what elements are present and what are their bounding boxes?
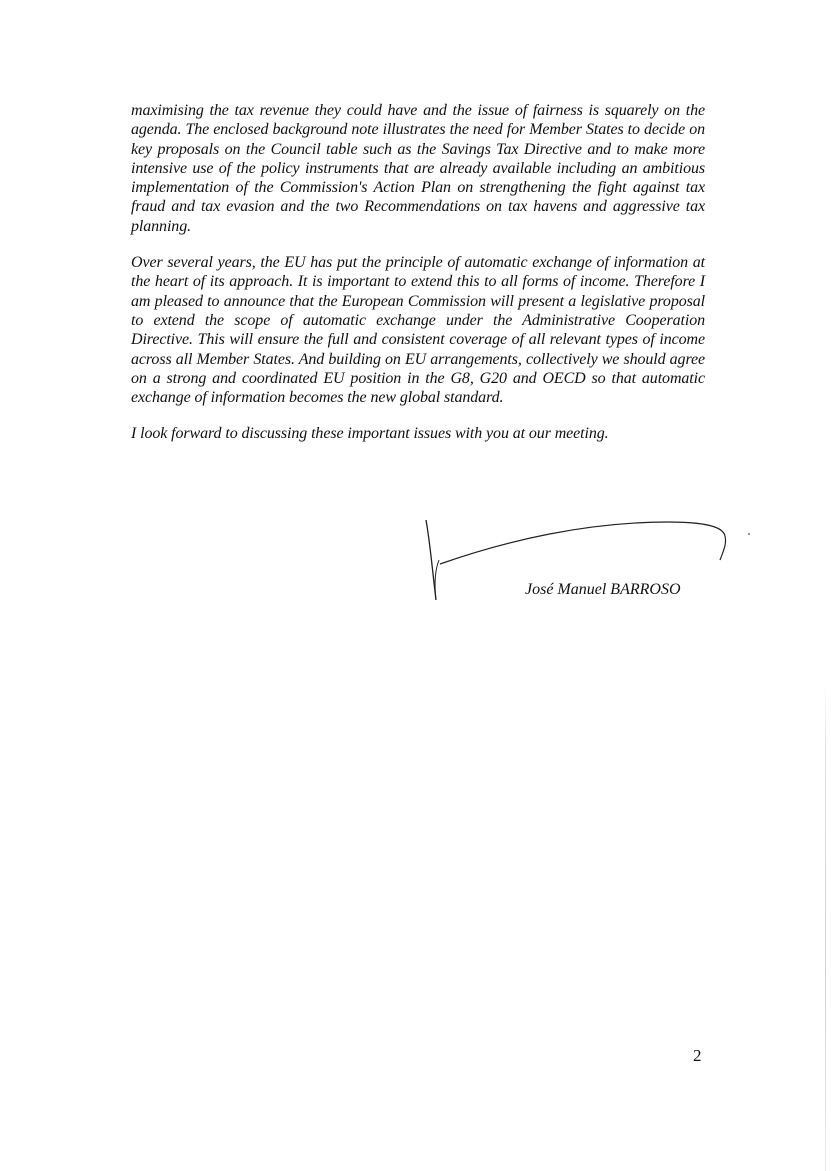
paragraph-tax-fairness: maximising the tax revenue they could have and the issue of fairness is squarely on the agenda. The enclosed background note illustrates the need for Member States to decide on key proposals on the Council table such as the Savings Tax Directive and to make more intensive use of the policy instruments that are already available including an ambitious implementation of the Commission's Action Plan on strengthening the fight against tax fraud and tax evasion and the two Recommendations on tax havens and aggressive tax planning. — [131, 102, 705, 235]
paragraph-automatic-exchange: Over several years, the EU has put the principle of automatic exchange of information at the heart of its approach. It is important to extend this to all forms of income. Therefore I am pleased to announce that the European Commission will present a legislative proposal to extend the scope of automatic exchange under the Administrative Cooperation Directive. This will ensure the full and consistent coverage of all relevant types of income across all Member States. And building on EU arrangements, collectively we should agree on a strong and coordinated EU position in the G8, G20 and OECD so that automatic exchange of information becomes the new global standard. — [131, 254, 705, 407]
letter-body — [131, 101, 705, 461]
scan-edge-line — [825, 680, 826, 1171]
closing-sentence: I look forward to discussing these important issues with you at our meeting. — [131, 425, 609, 443]
page-number: 2 — [693, 1046, 702, 1065]
signatory-name: José Manuel BARROSO — [525, 581, 681, 598]
